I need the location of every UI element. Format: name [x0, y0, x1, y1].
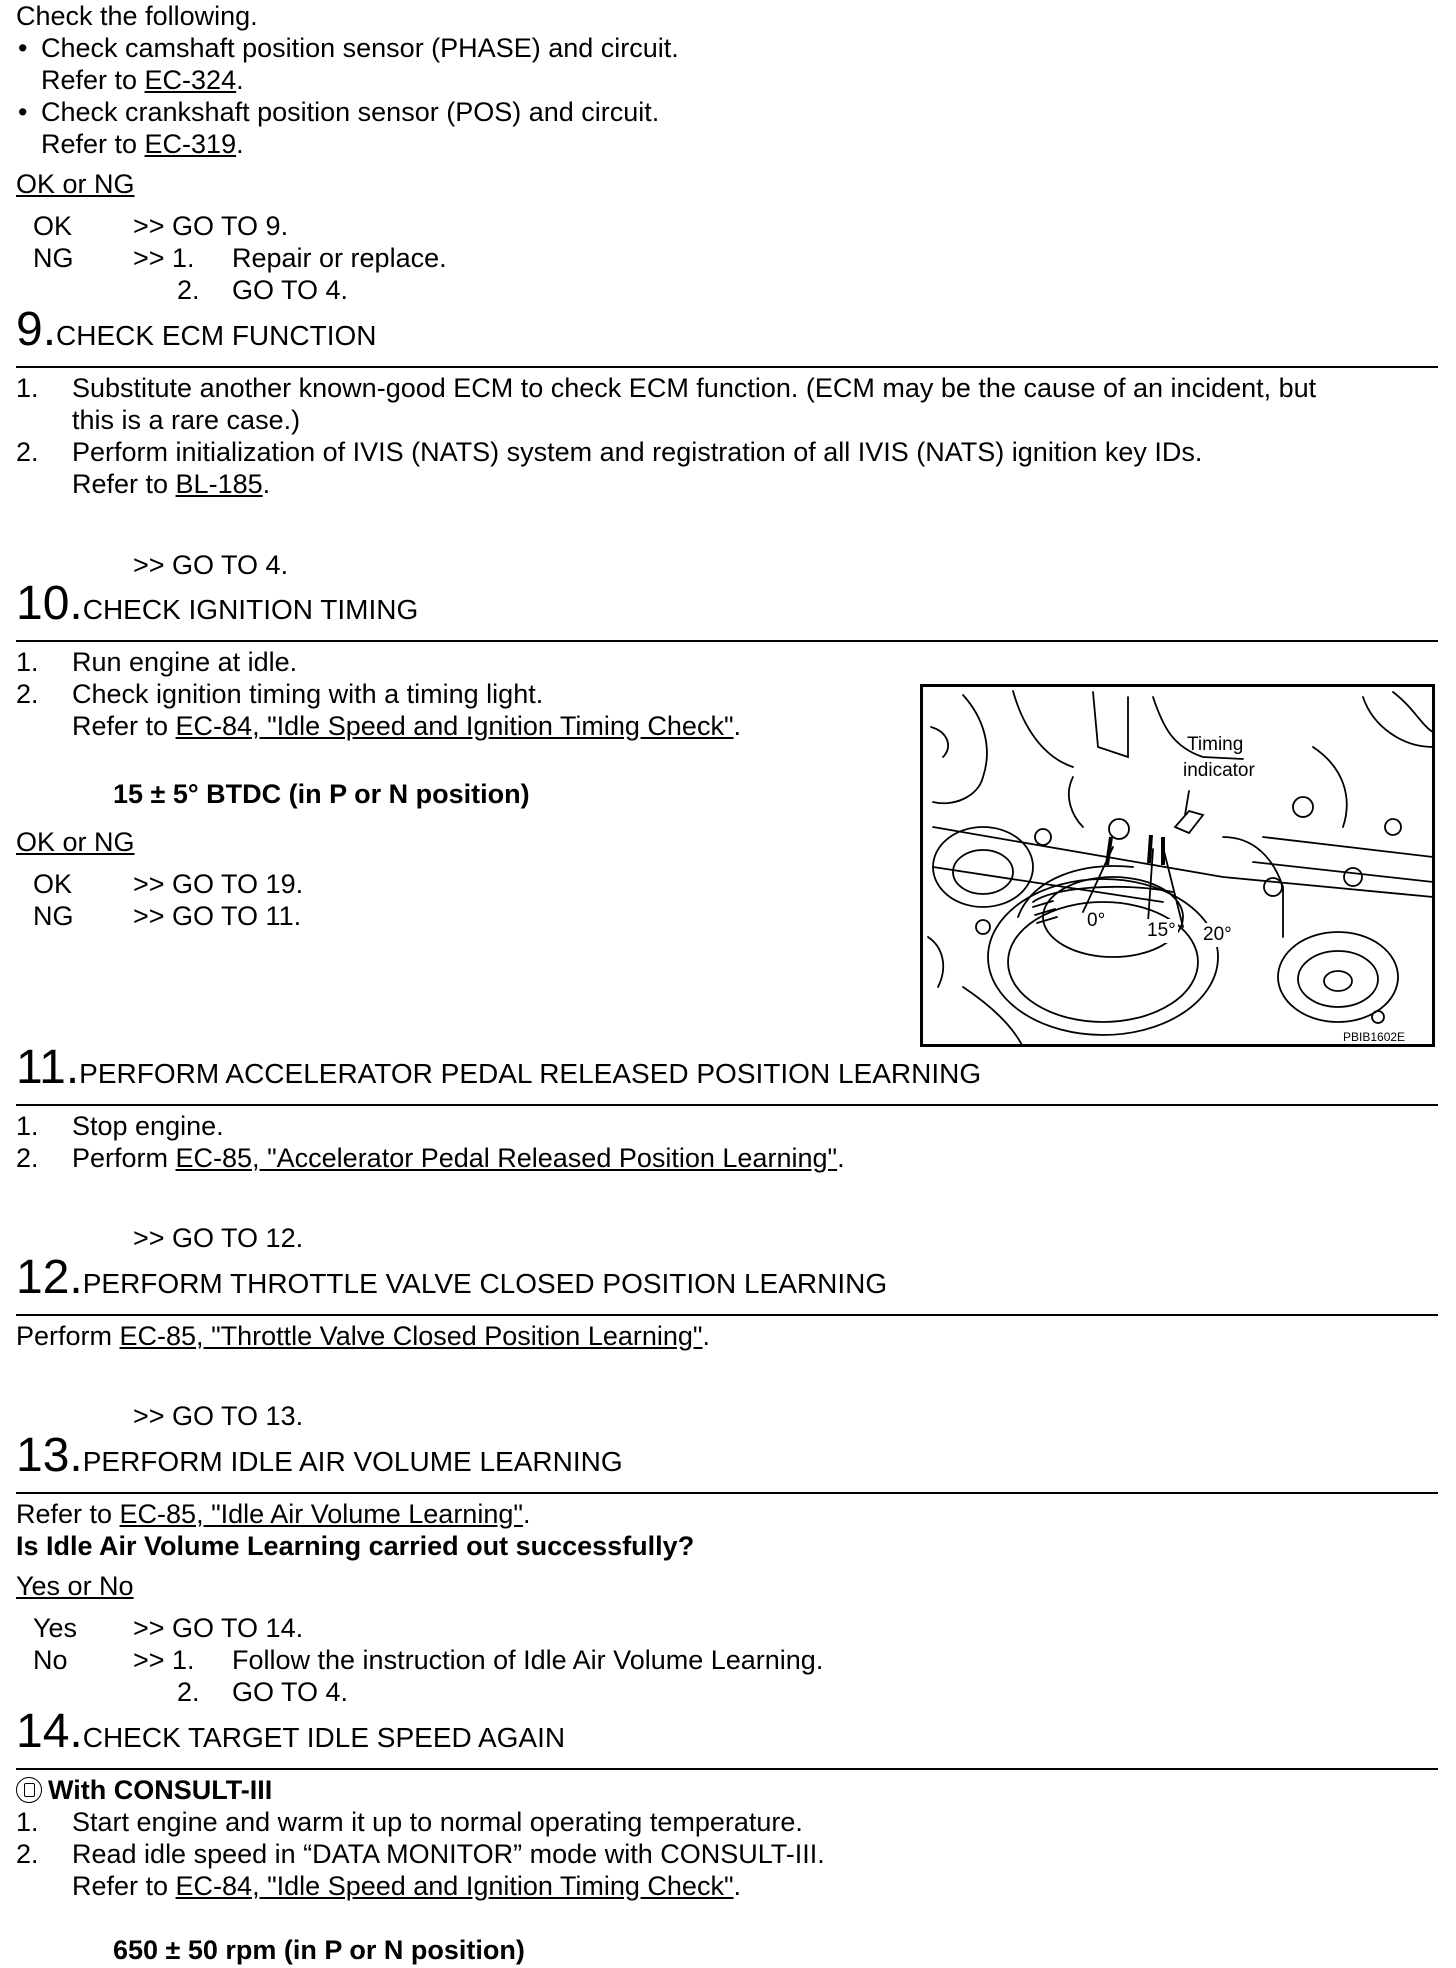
step13-question: Is Idle Air Volume Learning carried out successfully? [16, 1531, 695, 1561]
no-action-text2: GO TO 4. [232, 1677, 349, 1707]
list-number: 1. [16, 373, 39, 403]
refer-text: Refer to [41, 65, 145, 95]
link-ec-85-accelerator[interactable]: EC-85, "Accelerator Pedal Released Position Learning" [175, 1143, 838, 1173]
yes-label: Yes [33, 1613, 78, 1643]
refer-text: Refer to [72, 469, 176, 499]
step-number: 14. [16, 1705, 83, 1758]
refer-line-bl185: Refer to BL-185. [72, 469, 271, 499]
ng-action-num1: >> 1. [133, 243, 195, 273]
step-divider [16, 1768, 1438, 1770]
timing-spec: 15 ± 5° BTDC (in P or N position) [113, 779, 530, 809]
no-action-text1: Follow the instruction of Idle Air Volume Learning. [232, 1645, 824, 1675]
list-number: 2. [16, 437, 39, 467]
step11-item1: Stop engine. [72, 1111, 224, 1141]
step-number: 10. [16, 577, 83, 630]
figure-code: PBIB1602E [1343, 1030, 1406, 1044]
step11-goto: >> GO TO 12. [133, 1223, 304, 1253]
idle-speed-spec: 650 ± 50 rpm (in P or N position) [113, 1935, 525, 1965]
no-label: No [33, 1645, 68, 1675]
refer-text: Refer to [72, 711, 176, 741]
ng-action-text1: Repair or replace. [232, 243, 447, 273]
step10-item1: Run engine at idle. [72, 647, 298, 677]
link-ec-84-idle-speed[interactable]: EC-84, "Idle Speed and Ignition Timing Check" [175, 1871, 734, 1901]
step10-item2: Check ignition timing with a timing light. [72, 679, 544, 709]
check-following-text: Check the following. [16, 1, 258, 31]
step9-item2: Perform initialization of IVIS (NATS) system and registration of all IVIS (NATS) ignition key IDs. [72, 437, 1203, 467]
link-ec-85-idle-air[interactable]: EC-85, "Idle Air Volume Learning" [119, 1499, 523, 1529]
engine-line-drawing [923, 687, 1435, 1047]
list-number: 1. [16, 647, 39, 677]
step-divider [16, 366, 1438, 368]
step-title: PERFORM IDLE AIR VOLUME LEARNING [82, 1446, 623, 1477]
ok-label: OK [33, 211, 73, 241]
refer-text: Refer to [41, 129, 145, 159]
step9-item1-line1: Substitute another known-good ECM to check ECM function. (ECM may be the cause of an incident, but [72, 373, 1317, 403]
step-title: CHECK IGNITION TIMING [82, 594, 419, 625]
step12-goto: >> GO TO 13. [133, 1401, 304, 1431]
step14-heading [16, 1705, 566, 1758]
step-divider [16, 1314, 1438, 1316]
perform-text: Perform [72, 1143, 176, 1173]
ng-label: NG [33, 243, 74, 273]
link-bl-185[interactable]: BL-185 [175, 469, 263, 499]
step14-item2: Read idle speed in “DATA MONITOR” mode with CONSULT-III. [72, 1839, 825, 1869]
refer-text: Refer to [16, 1499, 120, 1529]
step11-heading [16, 1041, 982, 1094]
step-number: 12. [16, 1251, 83, 1304]
figure-mark-0: 0° [1087, 910, 1106, 931]
ng-label: NG [33, 901, 74, 931]
step-number: 9. [16, 303, 57, 356]
step-divider [16, 640, 1438, 642]
bullet-crankshaft: Check crankshaft position sensor (POS) and circuit. [41, 97, 660, 127]
step10-heading [16, 577, 419, 630]
step-divider [16, 1492, 1438, 1494]
step12-text: Perform EC-85, "Throttle Valve Closed Position Learning". [16, 1321, 711, 1351]
list-number: 2. [16, 679, 39, 709]
bullet-dot: • [18, 97, 28, 127]
step-title: CHECK TARGET IDLE SPEED AGAIN [82, 1722, 566, 1753]
step-number: 13. [16, 1429, 83, 1482]
ng-action-text2: GO TO 4. [232, 275, 349, 305]
step9-goto: >> GO TO 4. [133, 550, 289, 580]
refer-text: Refer to [72, 1871, 176, 1901]
figure-mark-15: 15° [1147, 920, 1176, 941]
ng-action: >> GO TO 11. [133, 901, 302, 931]
ok-or-ng-heading: OK or NG [16, 827, 135, 857]
with-consult-heading [16, 1774, 272, 1806]
with-consult-text: With CONSULT-III [48, 1775, 273, 1805]
step13-heading [16, 1429, 623, 1482]
link-ec-324[interactable]: EC-324 [144, 65, 237, 95]
step-title: CHECK ECM FUNCTION [56, 320, 377, 351]
step-divider [16, 1104, 1438, 1106]
step-number: 11. [16, 1041, 80, 1094]
link-ec-319[interactable]: EC-319 [144, 129, 237, 159]
step-title: PERFORM ACCELERATOR PEDAL RELEASED POSITION LEARNING [79, 1058, 982, 1089]
perform-text: Perform [16, 1321, 120, 1351]
consult-tool-icon [16, 1777, 42, 1803]
step13-refer: Refer to EC-85, "Idle Air Volume Learning". [16, 1499, 531, 1529]
list-number: 1. [16, 1807, 39, 1837]
figure-label-indicator: indicator [1183, 760, 1255, 781]
step14-item1: Start engine and warm it up to normal operating temperature. [72, 1807, 803, 1837]
step9-item1-line2: this is a rare case.) [72, 405, 301, 435]
refer-line-ec84: Refer to EC-84, "Idle Speed and Ignition Timing Check". [72, 711, 742, 741]
list-number: 1. [16, 1111, 39, 1141]
refer-line-ec319: Refer to EC-319. [41, 129, 244, 159]
refer-line-ec324: Refer to EC-324. [41, 65, 244, 95]
ok-label: OK [33, 869, 73, 899]
figure-mark-20: 20° [1203, 924, 1232, 945]
yes-action: >> GO TO 14. [133, 1613, 304, 1643]
no-action-num2: 2. [177, 1677, 200, 1707]
ok-or-ng-heading: OK or NG [16, 169, 135, 199]
list-number: 2. [16, 1143, 39, 1173]
link-ec-85-throttle[interactable]: EC-85, "Throttle Valve Closed Position Learning" [119, 1321, 703, 1351]
ok-action: >> GO TO 9. [133, 211, 289, 241]
figure-label-timing: Timing [1187, 734, 1244, 755]
timing-indicator-figure [920, 684, 1435, 1047]
link-ec-84-idle-speed[interactable]: EC-84, "Idle Speed and Ignition Timing Check" [175, 711, 734, 741]
ng-action-num2: 2. [177, 275, 200, 305]
yes-or-no-heading: Yes or No [16, 1571, 134, 1601]
bullet-camshaft: Check camshaft position sensor (PHASE) and circuit. [41, 33, 679, 63]
step11-item2: Perform EC-85, "Accelerator Pedal Released Position Learning". [72, 1143, 845, 1173]
ok-action: >> GO TO 19. [133, 869, 304, 899]
step12-heading [16, 1251, 888, 1304]
refer-line-ec84: Refer to EC-84, "Idle Speed and Ignition Timing Check". [72, 1871, 742, 1901]
no-action-num1: >> 1. [133, 1645, 195, 1675]
step9-heading [16, 303, 377, 356]
list-number: 2. [16, 1839, 39, 1869]
step-title: PERFORM THROTTLE VALVE CLOSED POSITION LEARNING [82, 1268, 888, 1299]
bullet-dot: • [18, 33, 28, 63]
